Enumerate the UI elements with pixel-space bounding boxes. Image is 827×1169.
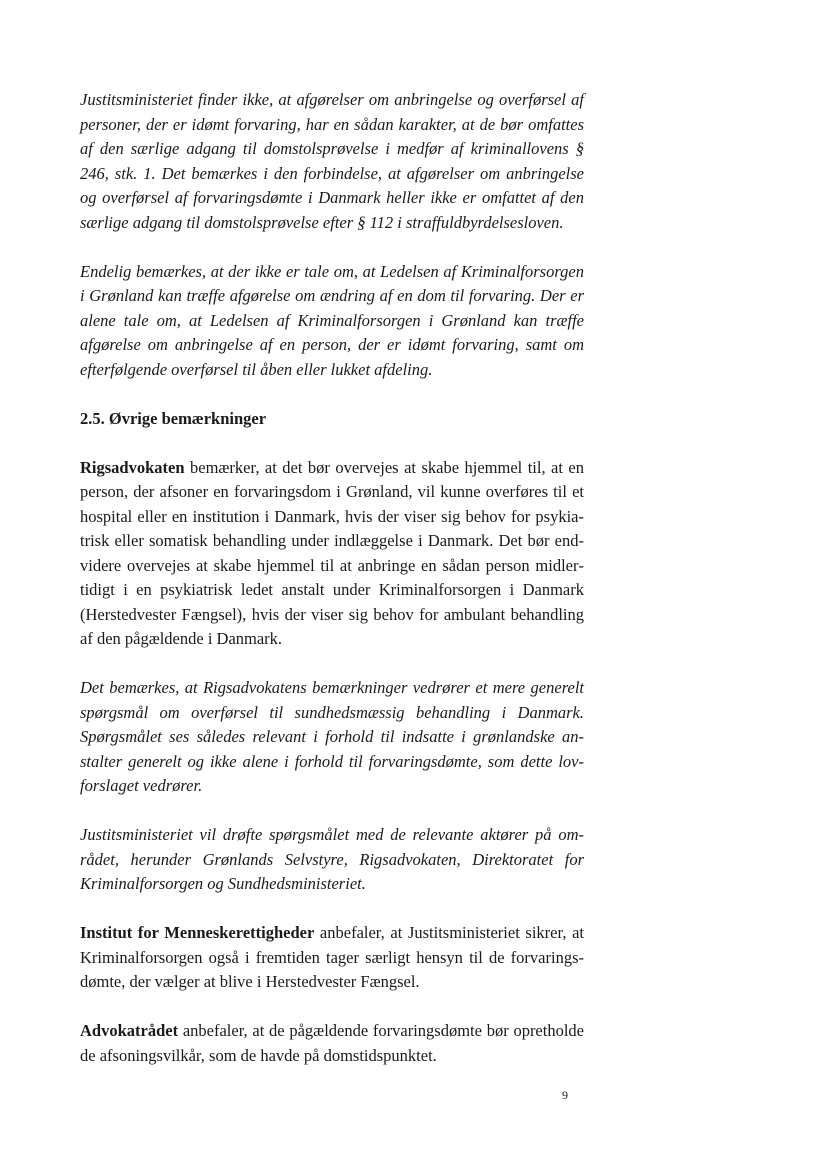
- paragraph-rigsadvokaten-comment: Det bemærkes, at Rigsadvokatens bemærkninger vedrører et mere generelt spørgsmål om overførsel til sundhedsmæssig behandling i Danmark. Spørgsmålet ses således relevant i forhold til indsatte i grønlandske anstalter generelt og ikke alene i forhold til forvaringsdømte, som dette lovforslaget vedrører.: [80, 678, 584, 795]
- paragraph-human-rights-institute-text: anbefaler, at Justitsministeriet sikrer, at Kriminalforsorgen også i fremtiden tager særligt hensyn til de forvaringsdømte, der vælger at blive i Herstedvester Fængsel.: [80, 923, 584, 991]
- org-name-rigsadvokaten: Rigsadvokaten: [80, 457, 185, 477]
- paragraph-advokatraadet-text: anbefaler, at de pågældende forvaringsdømte bør opretholde de afsoningsvilkår, som de havde på domstidspunktet.: [80, 1021, 584, 1065]
- page-number: 9: [562, 1088, 568, 1102]
- document-page: [80, 88, 584, 1068]
- paragraph-finally-noted: Endelig bemærkes, at der ikke er tale om, at Ledelsen af Kriminalforsorgen i Grønland kan træffe afgørelse om ændring af en dom til forvaring. Der er alene tale om, at Ledelsen af Kriminalforsorgen i Grønland kan træffe afgørelse om anbringelse af en person, der er idømt forvaring, samt om efterfølgende overførsel til åben eller lukket afdeling.: [80, 261, 584, 379]
- paragraph-ministry-will-discuss: Justitsministeriet vil drøfte spørgsmålet med de relevante aktører på området, herunder Grønlands Selvstyre, Rigsadvokaten, Direktoratet for Kriminalforsorgen og Sundhedsministeriet.: [80, 825, 584, 893]
- paragraph-rigsadvokaten: [80, 456, 584, 652]
- paragraph-rigsadvokaten-text: bemærker, at det bør overvejes at skabe hjemmel til, at en person, der afsoner en forvaringsdom i Grønland, vil kunne overføres til et hospital eller en institution i Danmark, hvis der viser sig behov for psykiatrisk eller somatisk behandling under indlæggelse i Danmark. Det bør endvidere overvejes at skabe hjemmel til at anbringe en sådan person midlertidigt i en psykiatrisk ledet anstalt under Kriminalforsorgen i Danmark (Herstedvester Fængsel), hvis der viser sig behov for ambulant behandling af den pågældende i Danmark.: [80, 457, 584, 648]
- paragraph-justice-ministry-finding: Justitsministeriet finder ikke, at afgørelser om anbringelse og overførsel af personer, der er idømt forvaring, har en sådan karakter, at de bør omfattes af den særlige adgang til domstolsprøvelse i medfør af kriminallovens § 246, stk. 1. Det bemærkes i den forbindelse, at afgørelser om anbringelse og overførsel af forvaringsdømte i Danmark heller ikke er omfattet af den særlige adgang til domstolsprøvelse efter § 112 i straffuldbyrdelsesloven.: [80, 90, 584, 232]
- paragraph-human-rights-institute: [80, 921, 584, 995]
- org-name-human-rights-institute: Institut for Menneskerettigheder: [80, 923, 315, 942]
- section-heading: 2.5. Øvrige bemærkninger: [80, 408, 267, 428]
- paragraph-advokatraadet: [80, 1019, 584, 1068]
- org-name-advokatraadet: Advokatrådet: [80, 1021, 179, 1040]
